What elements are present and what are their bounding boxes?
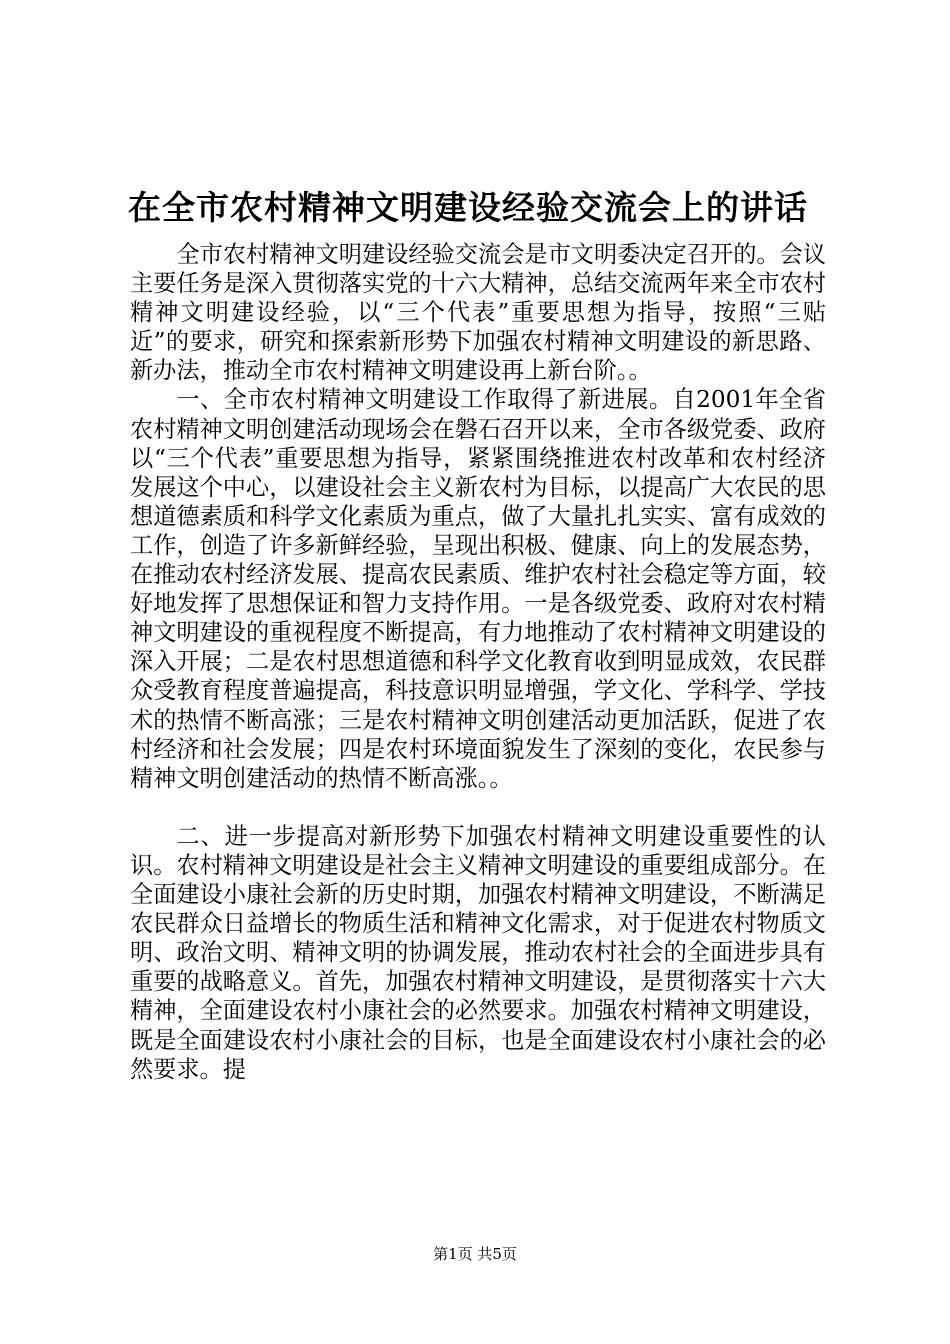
page-footer: 第1页 共5页 bbox=[433, 1245, 517, 1263]
paragraph-section-one: 一、全市农村精神文明建设工作取得了新进展。自2001年全省农村精神文明创建活动现场会在磐石召开以来，全市各级党委、政府以“三个代表”重要思想为指导，紧紧围绕推进农村改革和农村经济发展这个中心，以建设社会主义新农村为目标，以提高广大农民的思想道德素质和科学文化素质为重点，做了大量扎扎实实、富有成效的工作，创造了许多新鲜经验，呈现出积极、健康、向上的发展态势，在推动农村经济发展、提高农民素质、维护农村社会稳定等方面，较好地发挥了思想保证和智力支持作用。一是各级党委、政府对农村精神文明建设的重视程度不断提高，有力地推动了农村精神文明建设的深入开展；二是农村思想道德和科学文化教育收到明显成效，农民群众受教育程度普遍提高，科技意识明显增强，学文化、学科学、学技术的热情不断高涨；三是农村精神文明创建活动更加活跃，促进了农村经济和社会发展；四是农村环境面貌发生了深刻的变化，农民参与精神文明创建活动的热情不断高涨。。 bbox=[130, 386, 826, 792]
document-title: 在全市农村精神文明建设经验交流会上的讲话 bbox=[128, 188, 808, 227]
document-body bbox=[130, 240, 826, 1084]
paragraph-section-two: 二、进一步提高对新形势下加强农村精神文明建设重要性的认识。农村精神文明建设是社会主义精神文明建设的重要组成部分。在全面建设小康社会新的历史时期，加强农村精神文明建设，不断满足农民群众日益增长的物质生活和精神文化需求，对于促进农村物质文明、政治文明、精神文明的协调发展，推动农村社会的全面进步具有重要的战略意义。首先，加强农村精神文明建设，是贯彻落实十六大精神，全面建设农村小康社会的必然要求。加强农村精神文明建设，既是全面建设农村小康社会的目标，也是全面建设农村小康社会的必然要求。提 bbox=[130, 822, 826, 1083]
paragraph-spacer bbox=[130, 793, 826, 822]
paragraph-intro: 全市农村精神文明建设经验交流会是市文明委决定召开的。会议主要任务是深入贯彻落实党的十六大精神，总结交流两年来全市农村精神文明建设经验，以“三个代表”重要思想为指导，按照“三贴近”的要求，研究和探索新形势下加强农村精神文明建设的新思路、新办法，推动全市农村精神文明建设再上新台阶。。 bbox=[130, 241, 826, 385]
